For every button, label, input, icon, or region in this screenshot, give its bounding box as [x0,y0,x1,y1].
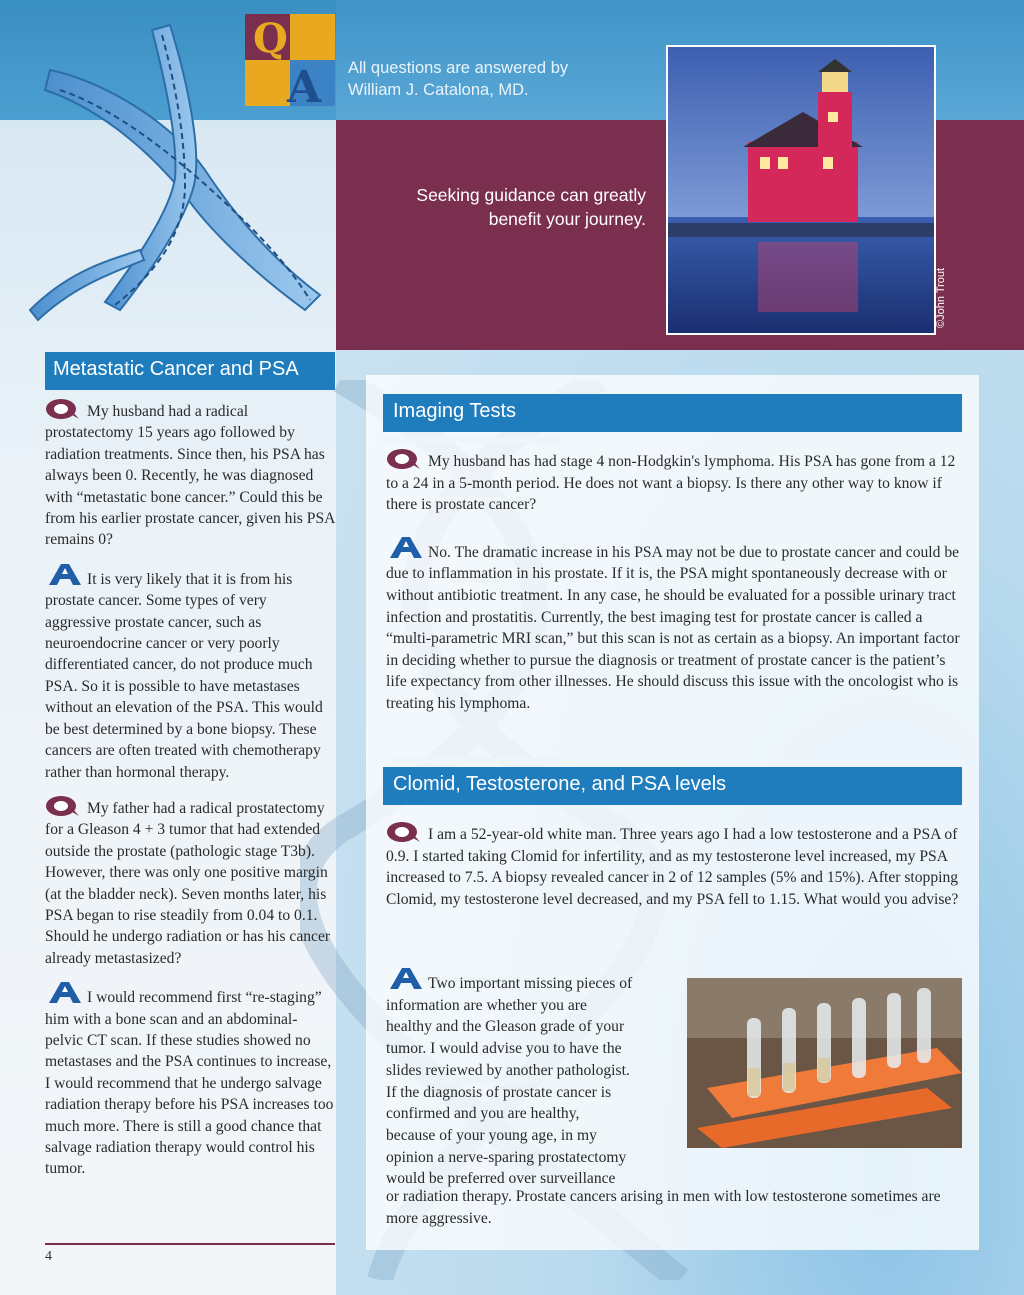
imaging-question [386,448,962,516]
clomid-answer-lines [386,967,686,1190]
question-1 [45,398,335,551]
footer-rule [45,1243,335,1245]
question-icon [386,448,424,470]
logo-a-letter: A [287,62,322,106]
answer-line: information are whether you are [386,996,587,1014]
section-heading-clomid: Clomid, Testosterone, and PSA levels [383,767,962,805]
answer-line: If the diagnosis of prostate cancer is [386,1083,612,1101]
answer-line [386,967,686,995]
answer-1-text: It is very likely that it is from his prostate cancer. Some types of very aggressive prostate cancer, such as neuroendocrine cancer or very poorly differentiated cancer, do not produce much PSA. So it is possible to have metastases without an elevation of the PSA. This would be best determined by a bone biopsy. These cancers are often treated with chemotherapy rather than hormonal therapy. [45,570,323,781]
answer-icon [45,981,83,1005]
answer-line: slides reviewed by another pathologist. [386,1061,630,1079]
question-2-text: My father had a radical prostatectomy for a Gleason 4 + 3 tumor that had extended outside the prostate (pathologic stage T3b). However, there was only one positive margin (at the bladder neck). Seven months later, his PSA began to rise steadily from 0.04 to 0.1. Should he undergo radiation or has his cancer already metastasized? [45,799,331,967]
section-heading-metastatic: Metastatic Cancer and PSA [45,352,335,390]
question-2 [45,795,335,969]
photo-credit: ©John Trout [935,267,947,328]
qa-logo [245,14,335,106]
answer-1 [45,563,335,783]
left-article [45,398,335,1192]
answer-line: opinion a nerve-sparing prostatectomy [386,1148,627,1166]
answer-2 [45,981,335,1180]
author-byline: All questions are answered by William J. Catalona, MD. [348,59,569,99]
imaging-article [386,448,962,735]
clomid-question [386,821,962,910]
answer-line: confirmed and you are healthy, [386,1105,580,1123]
test-tubes-photo [687,978,962,1148]
tagline: Seeking guidance can greatly benefit your journey. [416,185,646,229]
question-icon [386,821,424,843]
question-icon [45,398,83,420]
answer-icon [386,967,424,991]
answer-line-text: Two important missing pieces of [428,975,633,992]
answer-line: would be preferred over surveillance [386,1170,616,1188]
clomid-answer-tail: or radiation therapy. Prostate cancers arising in men with low testosterone sometimes are more aggressive. [386,1188,941,1227]
question-icon [45,795,83,817]
section-heading-imaging: Imaging Tests [383,394,962,432]
answer-icon [45,563,83,587]
imaging-question-text: My husband has had stage 4 non-Hodgkin's lymphoma. His PSA has gone from a 12 to a 24 in a 5-month period. He does not want a biopsy. Is there any other way to know if there is prostate cancer? [386,453,956,514]
lighthouse-photo [666,45,936,335]
imaging-answer-text: No. The dramatic increase in his PSA may not be due to prostate cancer and could be due to inflammation in his prostate. If it is, the PSA might spontaneously decrease with or without antibiotic treatment. In any case, he should be evaluated for a possible urinary tract infection and prostatitis. Currently, the best imaging test for prostate cancer is called a “multi-parametric MRI scan,” but this scan is not as certain as a biopsy. An important factor in deciding whether to pursue the diagnosis or treatment of prostate cancer is the patient’s life expectancy from other illnesses. He should discuss this issue with the oncologist who is treating his lymphoma. [386,543,960,712]
imaging-answer [386,536,962,715]
answer-line: tumor. I would advise you to have the [386,1040,622,1058]
clomid-question-text: I am a 52-year-old white man. Three years ago I had a low testosterone and a PSA of 0.9. I started taking Clomid for infertility, and as my testosterone level increased, my PSA increased to 7.5. A biopsy revealed cancer in 2 of 12 samples (5% and 15%). After stopping Clomid, my testosterone level decreased, and my PSA fell to 1.15. What would you advise? [386,826,959,908]
clomid-question-block [386,821,962,930]
logo-q-letter: Q [253,15,288,62]
answer-line: because of your young age, in my [386,1126,597,1144]
answer-icon [386,536,424,560]
question-1-text: My husband had a radical prostatectomy 15 years ago followed by radiation treatments. Since then, his PSA has always been 0. Recently, he was diagnosed with “metastatic bone cancer.” Could this be from his earlier prostate cancer, given his PSA remains 0? [45,403,335,549]
answer-2-text: I would recommend first “re-staging” him with a bone scan and an abdominal-pelvic CT scan. If these studies showed no metastases and the PSA continues to increase, I would recommend that he undergo salvage radiation therapy before his PSA increases too much more. There is still a good chance that salvage radiation therapy would control his tumor. [45,989,334,1178]
page-number: 4 [45,1249,52,1264]
answer-line: healthy and the Gleason grade of your [386,1018,625,1036]
